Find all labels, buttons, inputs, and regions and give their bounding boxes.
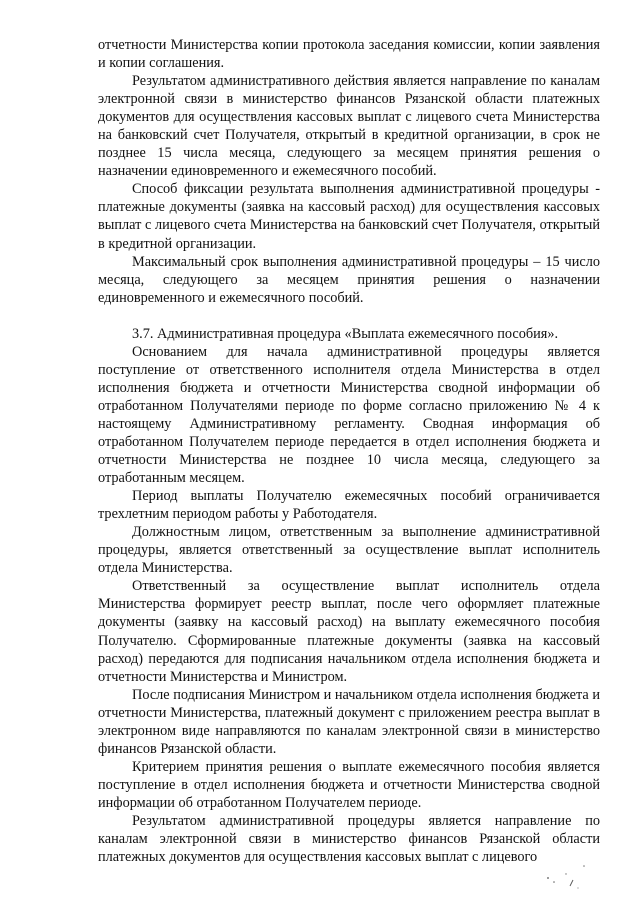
paragraph-action-result: Результатом административного действия является направление по каналам электронной связи в министерство финансов Рязанской области платежных документов для осуществления кассовых выплат с лицевого счета Министерства на банковский счет Получателя, открытый в кредитной организации, в срок не позднее 15 числа месяца, следующего за месяцем принятия решения о назначении единовременного и ежемесячного пособий. xyxy=(98,73,600,180)
document-body xyxy=(98,36,600,866)
paragraph-decision-criterion: Критерием принятия решения о выплате ежемесячного пособия является поступление в отдел исполнения бюджета и отчетности Министерства сводной информации об отработанном Получателем периоде. xyxy=(98,758,600,811)
paragraph-continuation: отчетности Министерства копии протокола заседания комиссии, копии заявления и копии соглашения. xyxy=(98,37,600,72)
paragraph-after-signing: После подписания Министром и начальником отдела исполнения бюджета и отчетности Министерства, платежный документ с приложением реестра выплат в электронном виде направляются по каналам электронной связи в министерство финансов Рязанской области. xyxy=(98,686,600,757)
paragraph-responsible-official: Должностным лицом, ответственным за выполнение административной процедуры, является ответственный за осуществление выплат исполнитель отдела Министерства. xyxy=(98,524,600,577)
paragraph-payment-period: Период выплаты Получателю ежемесячных пособий ограничивается трехлетним периодом работы у Работодателя. xyxy=(98,488,600,523)
scan-specks xyxy=(540,858,610,898)
paragraph-max-term: Максимальный срок выполнения административной процедуры – 15 число месяца, следующего за месяцем принятия решения о назначении единовременного и ежемесячного пособий. xyxy=(98,253,600,306)
paragraph-procedure-result: Результатом административной процедуры является направление по каналам электронной связи в министерство финансов Рязанской области платежных документов для осуществления кассовых выплат с лицевого xyxy=(98,812,600,866)
section-heading-3-7: 3.7. Административная процедура «Выплата ежемесячного пособия». xyxy=(132,325,559,342)
paragraph-grounds: Основанием для начала административной процедуры является поступление от ответственного исполнителя отдела Министерства в отдел исполнения бюджета и отчетности Министерства сводной информации об отработанном Получателями периоде по форме согласно приложению № 4 к настоящему Административному регламенту. Сводная информация об отработанном Получателем периоде передается в отдел исполнения бюджета и отчетности Министерства не позднее 10 числа месяца, следующего за отработанным месяцем. xyxy=(98,343,600,487)
paragraph-registry-formation: Ответственный за осуществление выплат исполнитель отдела Министерства формирует реестр выплат, после чего оформляет платежные документы (заявку на кассовый расход) на выплату ежемесячного пособия Получателю. Сформированные платежные документы (заявка на кассовый расход) передаются для подписания начальником отдела исполнения бюджета и отчетности Министерства и Министром. xyxy=(98,578,600,685)
paragraph-fixation-method: Способ фиксации результата выполнения административной процедуры - платежные документы (заявка на кассовый расход) для осуществления кассовых выплат с лицевого счета Министерства на банковский счет Получателя, открытый в кредитной организации. xyxy=(98,181,600,252)
